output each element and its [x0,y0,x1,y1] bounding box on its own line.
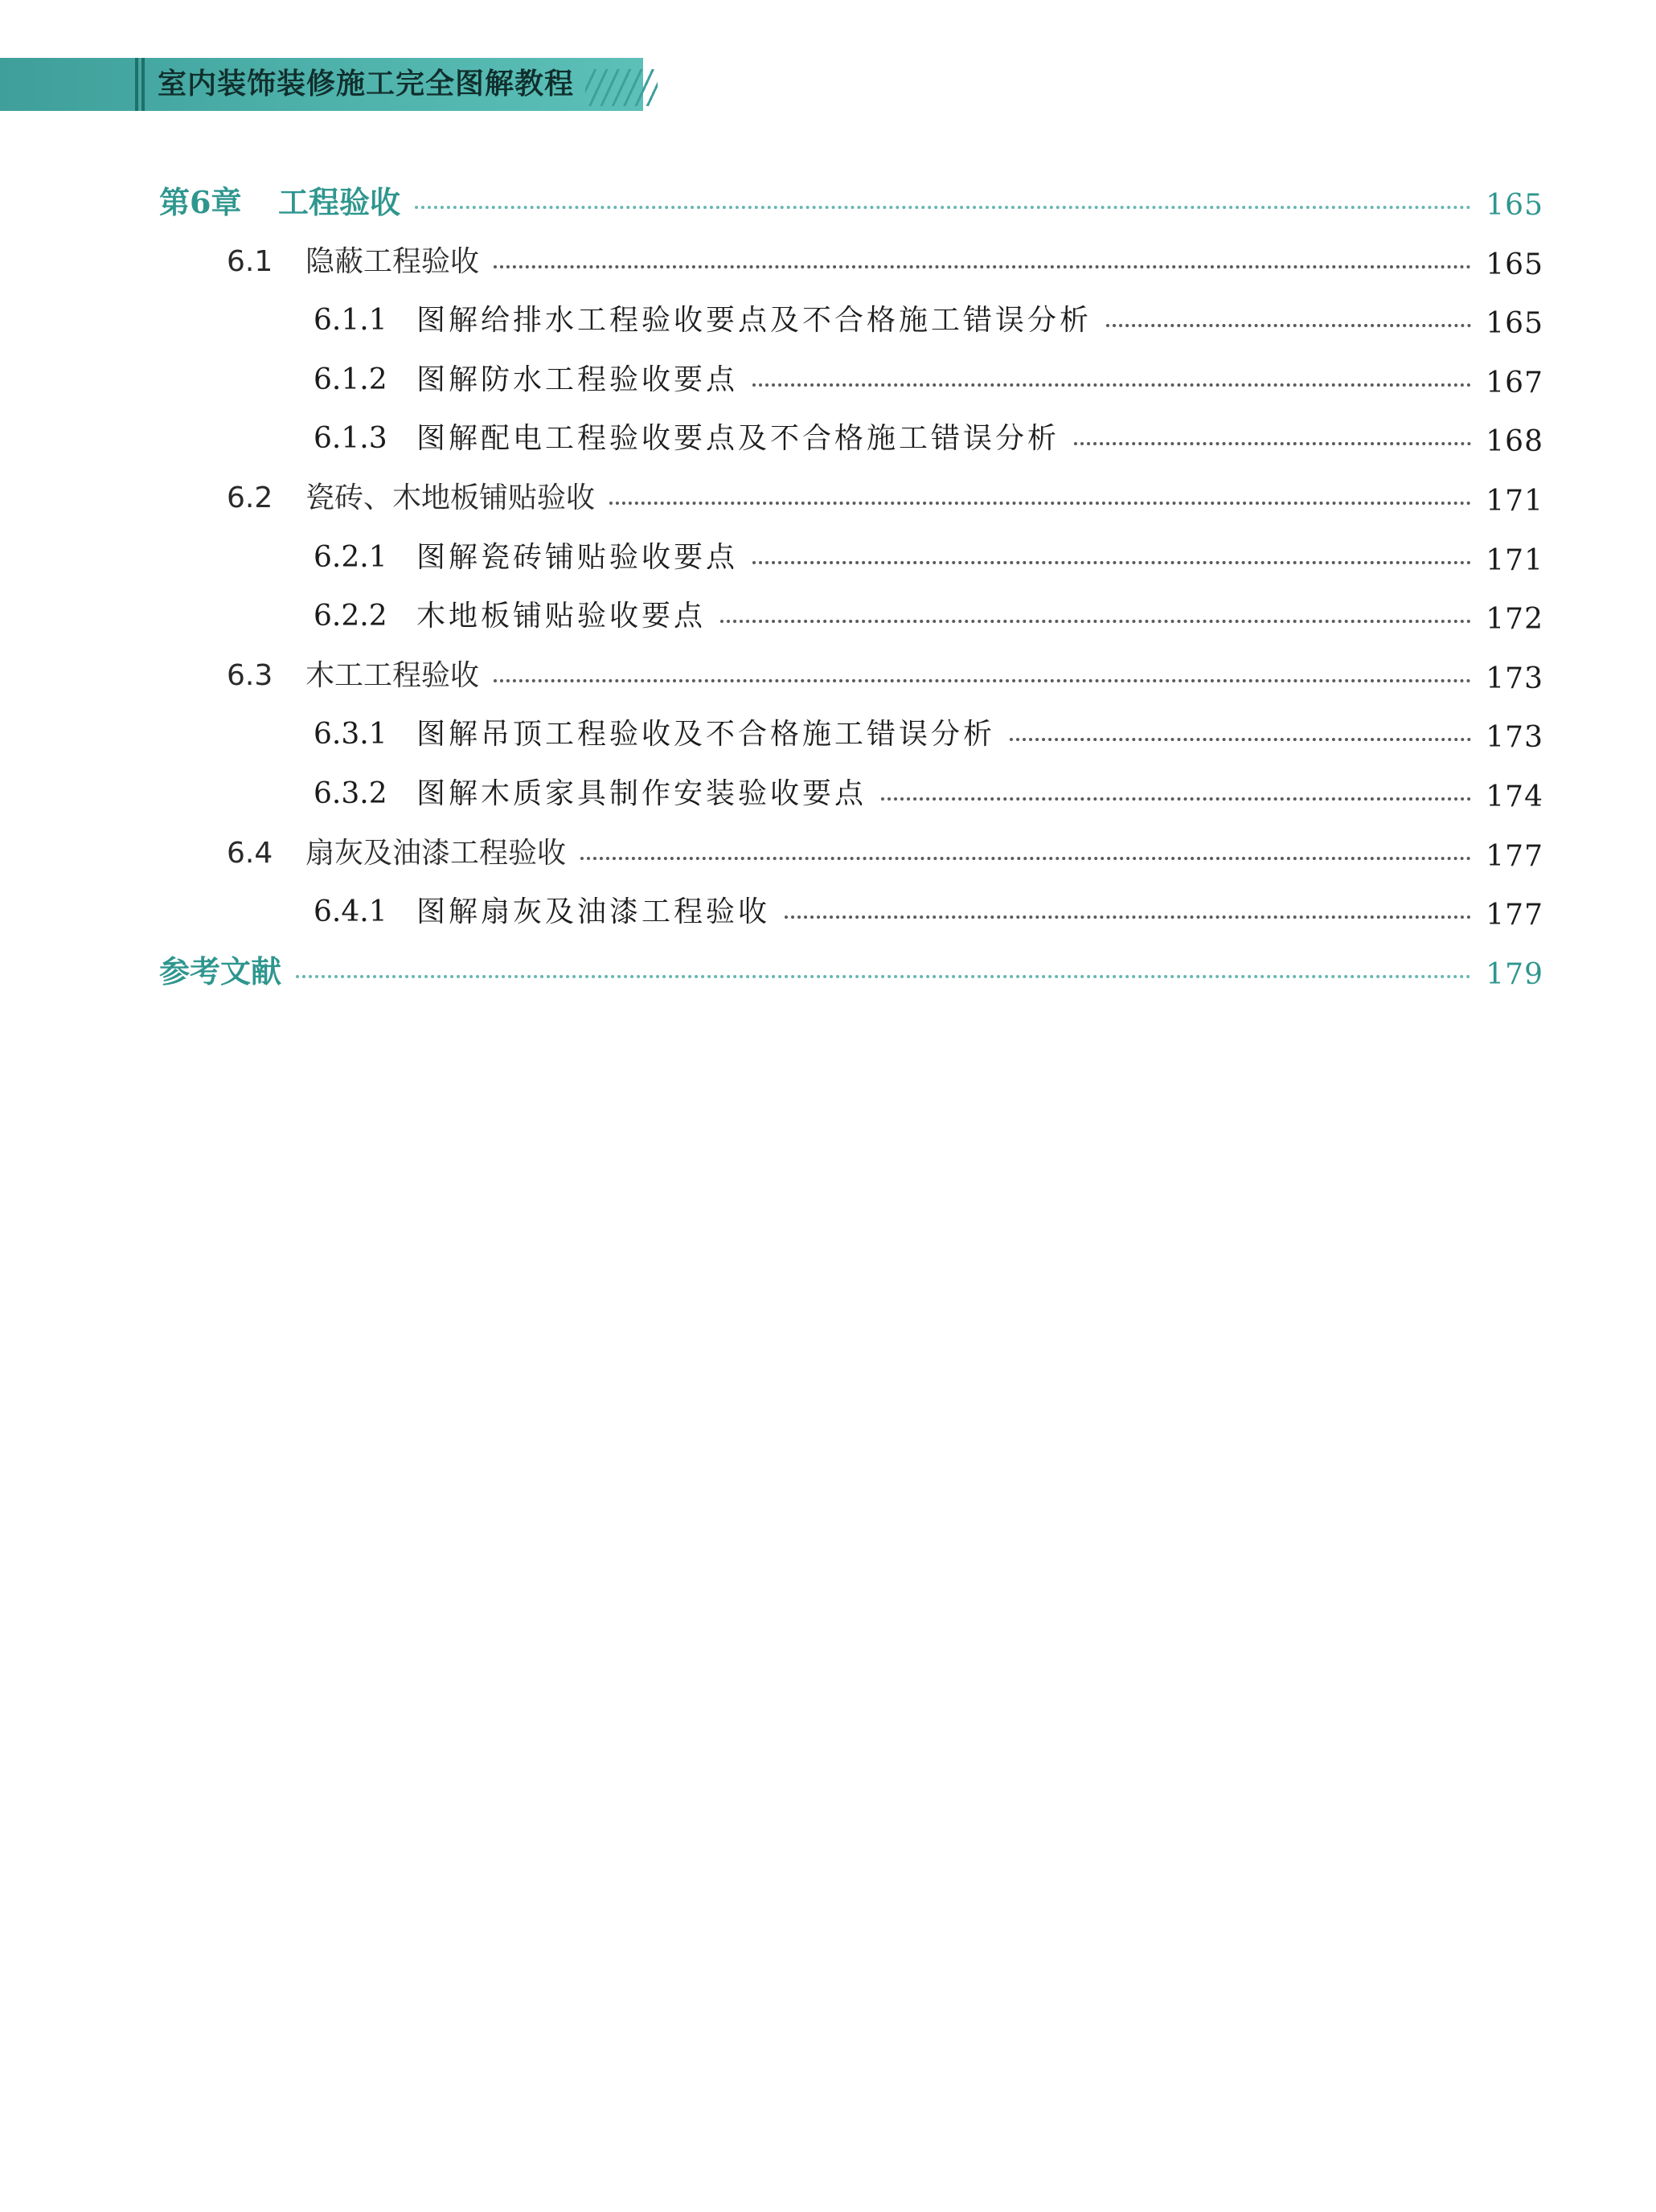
toc-dot-leader [752,561,1471,564]
toc-dot-leader [785,916,1471,919]
toc-entry-number: 6.2.2 [314,600,387,633]
toc-entry-title: 图解给排水工程验收要点及不合格施工错误分析 [416,304,1092,337]
toc-dot-leader [1106,324,1471,327]
toc-dot-leader [415,206,1471,209]
toc-entry-title: 图解防水工程验收要点 [416,363,739,396]
toc-entry-page-number: 165 [1486,189,1543,222]
toc-entry-refs[interactable] [0,948,1656,996]
toc-entry-page-number: 171 [1486,485,1543,518]
toc-entry-page-number: 172 [1486,603,1543,636]
toc-dot-leader [752,383,1471,387]
toc-entry-number: 第6章 [159,184,242,220]
toc-dot-leader [296,975,1471,978]
toc-entry-number: 6.1 [227,245,273,278]
toc-entry-title: 参考文献 [159,953,282,989]
toc-entry-title: 图解瓷砖铺贴验收要点 [416,541,739,574]
toc-entry-number: 6.3 [227,659,273,692]
toc-entry-page-number: 179 [1486,958,1543,991]
toc-entry-page-number: 177 [1486,899,1543,932]
header-banner [0,58,643,111]
toc-entry-sub[interactable] [0,356,1656,404]
toc-dot-leader [1010,738,1471,741]
toc-entry-title: 图解木质家具制作安装验收要点 [416,777,867,810]
toc-entry-number: 6.1.2 [314,363,387,396]
toc-dot-leader [609,502,1471,505]
toc-entry-chapter[interactable] [0,178,1656,227]
toc-entry-page-number: 167 [1486,367,1543,399]
toc-entry-title: 图解配电工程验收要点及不合格施工错误分析 [416,422,1060,455]
toc-dot-leader [881,797,1471,801]
toc-entry-number: 6.3.2 [314,777,387,810]
toc-entry-sub[interactable] [0,770,1656,818]
toc-entry-title: 扇灰及油漆工程验收 [305,837,567,870]
toc-entry-title: 木工工程验收 [305,659,480,692]
toc-entry-sub[interactable] [0,592,1656,641]
toc-entry-section[interactable] [0,238,1656,286]
toc-dot-leader [1074,442,1471,445]
toc-entry-page-number: 165 [1486,307,1543,340]
toc-dot-leader [720,620,1471,623]
banner-hatch-decoration [585,69,658,106]
toc-entry-title: 工程验收 [278,184,401,220]
toc-entry-number: 6.1.1 [314,304,387,337]
toc-dot-leader [494,679,1471,682]
toc-entry-section[interactable] [0,652,1656,700]
toc-entry-page-number: 174 [1486,780,1543,813]
toc-entry-sub[interactable] [0,888,1656,936]
toc-entry-page-number: 165 [1486,248,1543,281]
toc-entry-section[interactable] [0,830,1656,878]
toc-entry-title: 图解扇灰及油漆工程验收 [416,895,771,928]
banner-stripe-decoration [135,58,145,111]
toc-entry-page-number: 171 [1486,544,1543,577]
toc-entry-number: 6.2 [227,481,273,514]
toc-entry-number: 6.1.3 [314,422,387,455]
toc-entry-number: 6.2.1 [314,541,387,574]
toc-entry-sub[interactable] [0,711,1656,759]
toc-entry-page-number: 173 [1486,662,1543,695]
toc-entry-number: 6.4 [227,837,273,870]
toc-entry-title: 图解吊顶工程验收及不合格施工错误分析 [416,718,996,751]
toc-entry-number: 6.4.1 [314,895,387,928]
toc-dot-leader [494,265,1471,268]
toc-entry-title: 木地板铺贴验收要点 [416,600,707,633]
toc-entry-number: 6.3.1 [314,718,387,751]
toc-entry-title: 瓷砖、木地板铺贴验收 [305,481,596,514]
toc-entry-page-number: 177 [1486,840,1543,873]
toc-entry-title: 隐蔽工程验收 [305,245,480,278]
toc-entry-sub[interactable] [0,297,1656,345]
toc-entry-sub[interactable] [0,534,1656,582]
toc-entry-section[interactable] [0,474,1656,522]
toc-dot-leader [580,857,1471,860]
book-title: 室内装饰装修施工完全图解教程 [158,68,575,100]
toc-entry-page-number: 168 [1486,425,1543,458]
toc-entry-sub[interactable] [0,415,1656,463]
toc-entry-page-number: 173 [1486,721,1543,754]
